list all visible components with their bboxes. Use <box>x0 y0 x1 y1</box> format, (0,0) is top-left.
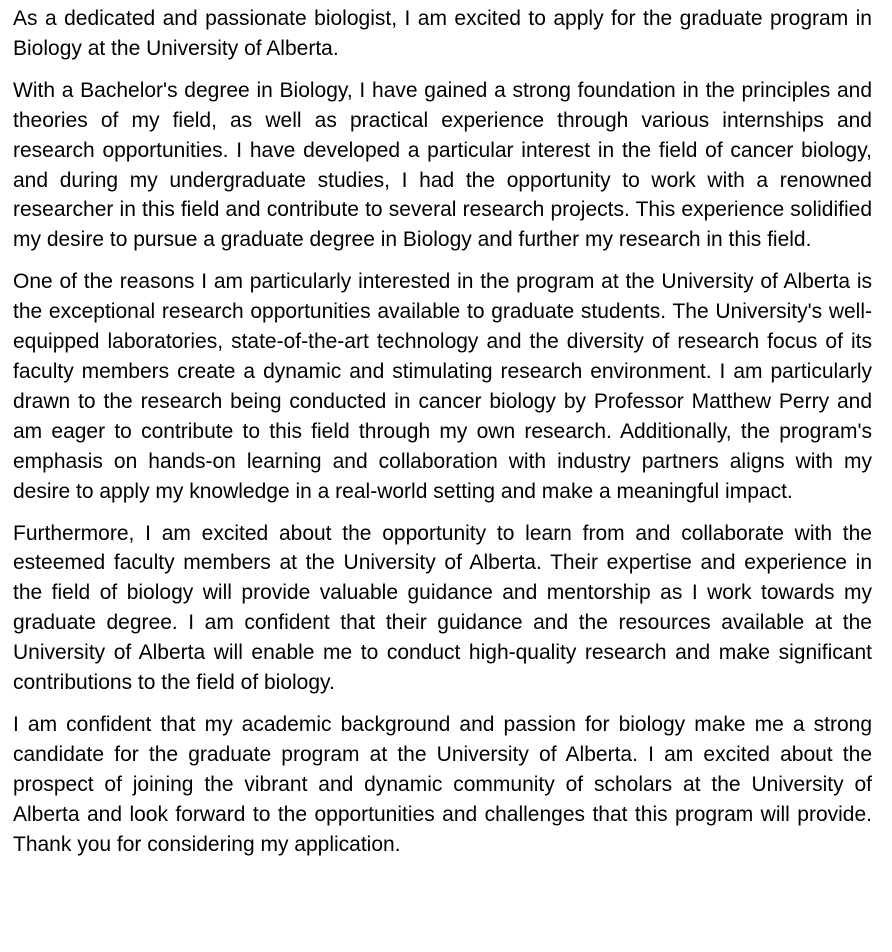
paragraph-intro: As a dedicated and passionate biologist, I am excited to apply for the graduate program in Biology at the University of Alberta. <box>13 7 872 60</box>
paragraph-program-interest: One of the reasons I am particularly interested in the program at the University of Alberta is the exceptional research opportunities available to graduate students. The University's well-equipped laboratories, state-of-the-art technology and the diversity of research focus of its faculty members create a dynamic and stimulating research environment. I am particularly drawn to the research being conducted in cancer biology by Professor Matthew Perry and am eager to contribute to this field through my own research. Additionally, the program's emphasis on hands-on learning and collaboration with industry partners aligns with my desire to apply my knowledge in a real-world setting and make a meaningful impact. <box>13 270 872 503</box>
paragraph-closing: I am confident that my academic background and passion for biology make me a strong candidate for the graduate program at the University of Alberta. I am excited about the prospect of joining the vibrant and dynamic community of scholars at the University of Alberta and look forward to the opportunities and challenges that this program will provide. Thank you for considering my application. <box>13 712 872 856</box>
paragraph-background: With a Bachelor's degree in Biology, I have gained a strong foundation in the principles and theories of my field, as well as practical experience through various internships and research opportunities. I have developed a particular interest in the field of cancer biology, and during my undergraduate studies, I had the opportunity to work with a renowned researcher in this field and contribute to several research projects. This experience solidified my desire to pursue a graduate degree in Biology and further my research in this field. <box>13 78 872 252</box>
paragraph-faculty: Furthermore, I am excited about the opportunity to learn from and collaborate with the esteemed faculty members at the University of Alberta. Their expertise and experience in the field of biology will provide valuable guidance and mentorship as I work towards my graduate degree. I am confident that their guidance and the resources available at the University of Alberta will enable me to conduct high-quality research and make significant contributions to the field of biology. <box>13 521 872 695</box>
